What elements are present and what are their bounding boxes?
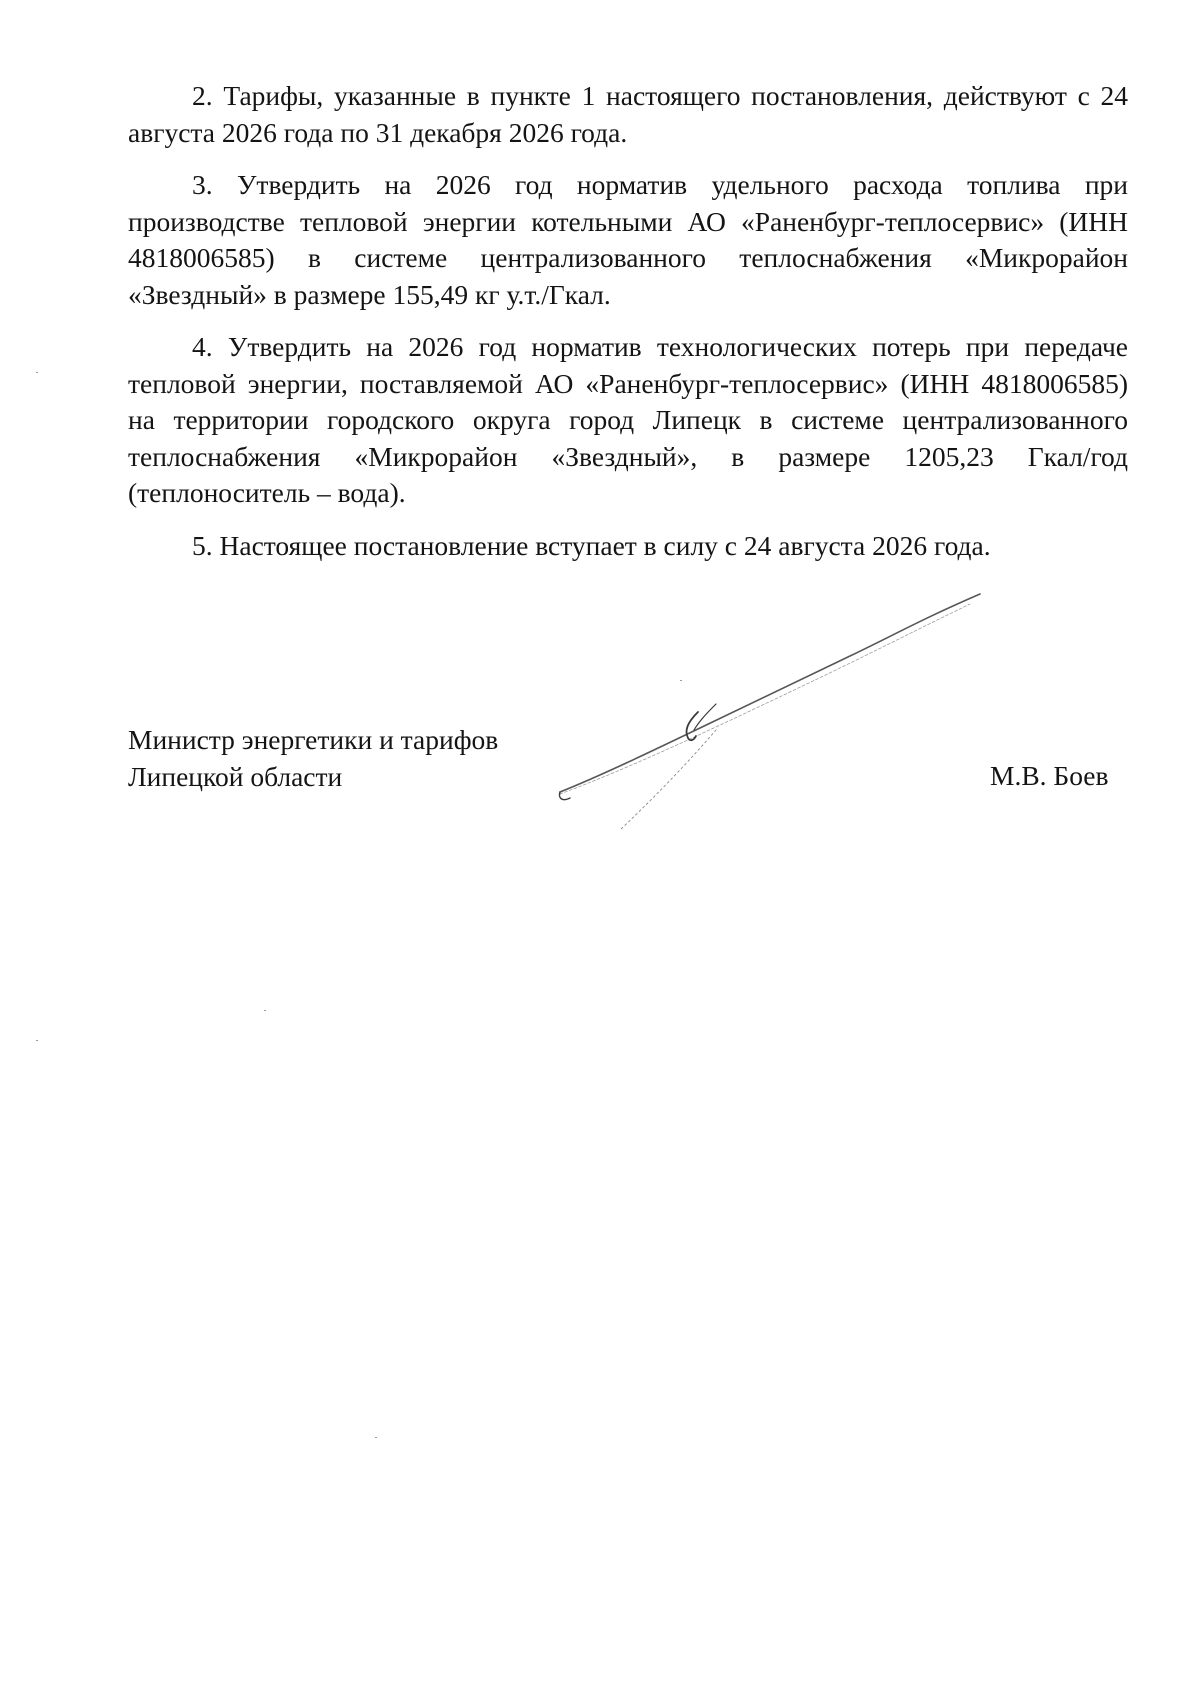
- scan-speck: [680, 680, 682, 681]
- signature-start-flick: [559, 792, 570, 800]
- scan-speck: [36, 1040, 38, 1041]
- signatory-position: [128, 722, 498, 795]
- signatory-position-line2: Липецкой области: [128, 760, 343, 792]
- paragraph-3: 3. Утвердить на 2026 год норматив удельного расхода топлива при производстве тепловой энергии котельными АО «Раненбург-теплосервис» (ИНН 4818006585) в системе централизованного теплоснабжения «Микрорайон «Звездный» в размере 155,49 кг у.т./Гкал.: [128, 169, 1128, 310]
- paragraph-4: 4. Утвердить на 2026 год норматив технологических потерь при передаче тепловой энергии, поставляемой АО «Раненбург-теплосервис» (ИНН 4818006585) на территории городского округа город Липецк в системе централизованного теплоснабжения «Микрорайон «Звездный», в размере 1205,23 Гкал/год (теплоноситель – вода).: [128, 331, 1128, 508]
- scan-speck: [375, 1437, 377, 1438]
- scan-speck: [36, 372, 38, 373]
- signatory-position-line1: Министр энергетики и тарифов: [128, 724, 499, 755]
- signature-main-stroke: [560, 594, 980, 792]
- handwritten-signature: [540, 580, 1000, 840]
- document-body: [128, 78, 1128, 580]
- paragraph-2: 2. Тарифы, указанные в пункте 1 настоящего постановления, действуют с 24 августа 2026 года по 31 декабря 2026 года.: [128, 80, 1128, 148]
- signer-name: М.В. Боев: [990, 760, 1109, 791]
- signature-descender: [620, 730, 716, 830]
- scan-speck: [264, 1010, 266, 1011]
- paragraph-5: 5. Настоящее постановление вступает в силу с 24 августа 2026 года.: [192, 529, 991, 561]
